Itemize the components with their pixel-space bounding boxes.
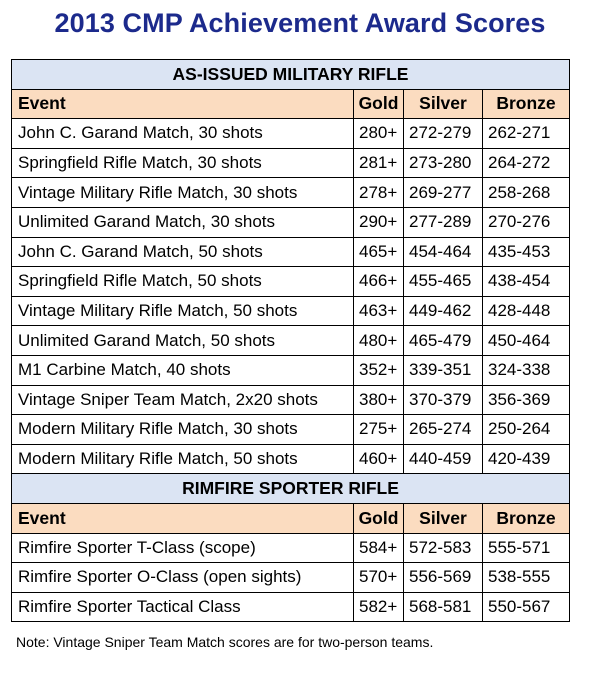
column-header-bronze: Bronze: [483, 89, 570, 119]
column-header-bronze: Bronze: [483, 503, 570, 533]
silver-score-cell: 370-379: [404, 385, 483, 415]
bronze-score-cell: 550-567: [483, 592, 570, 622]
event-name-cell: Vintage Military Rifle Match, 50 shots: [12, 296, 354, 326]
table-row: [12, 119, 570, 149]
event-name-cell: Modern Military Rifle Match, 30 shots: [12, 415, 354, 445]
silver-score-cell: 277-289: [404, 207, 483, 237]
silver-score-cell: 455-465: [404, 267, 483, 297]
silver-score-cell: 449-462: [404, 296, 483, 326]
gold-score-cell: 463+: [354, 296, 404, 326]
bronze-score-cell: 324-338: [483, 355, 570, 385]
bronze-score-cell: 356-369: [483, 385, 570, 415]
gold-score-cell: 570+: [354, 563, 404, 593]
silver-score-cell: 273-280: [404, 148, 483, 178]
table-row: [12, 592, 570, 622]
silver-score-cell: 339-351: [404, 355, 483, 385]
section-heading: AS-ISSUED MILITARY RIFLE: [12, 60, 570, 90]
award-scores-table-body: [12, 60, 570, 622]
silver-score-cell: 465-479: [404, 326, 483, 356]
silver-score-cell: 568-581: [404, 592, 483, 622]
silver-score-cell: 454-464: [404, 237, 483, 267]
table-row: [12, 267, 570, 297]
column-header-gold: Gold: [354, 89, 404, 119]
section-heading-row: [12, 474, 570, 504]
silver-score-cell: 269-277: [404, 178, 483, 208]
event-name-cell: John C. Garand Match, 30 shots: [12, 119, 354, 149]
bronze-score-cell: 420-439: [483, 444, 570, 474]
column-header-silver: Silver: [404, 503, 483, 533]
event-name-cell: M1 Carbine Match, 40 shots: [12, 355, 354, 385]
gold-score-cell: 480+: [354, 326, 404, 356]
column-header-silver: Silver: [404, 89, 483, 119]
gold-score-cell: 584+: [354, 533, 404, 563]
table-row: [12, 444, 570, 474]
bronze-score-cell: 258-268: [483, 178, 570, 208]
bronze-score-cell: 450-464: [483, 326, 570, 356]
silver-score-cell: 556-569: [404, 563, 483, 593]
bronze-score-cell: 250-264: [483, 415, 570, 445]
table-row: [12, 533, 570, 563]
event-name-cell: Springfield Rifle Match, 30 shots: [12, 148, 354, 178]
table-row: [12, 385, 570, 415]
silver-score-cell: 572-583: [404, 533, 483, 563]
column-header-event: Event: [12, 89, 354, 119]
gold-score-cell: 278+: [354, 178, 404, 208]
bronze-score-cell: 262-271: [483, 119, 570, 149]
column-header-event: Event: [12, 503, 354, 533]
event-name-cell: Vintage Sniper Team Match, 2x20 shots: [12, 385, 354, 415]
bronze-score-cell: 538-555: [483, 563, 570, 593]
event-name-cell: Springfield Rifle Match, 50 shots: [12, 267, 354, 297]
award-scores-table: [11, 59, 570, 622]
event-name-cell: Vintage Military Rifle Match, 30 shots: [12, 178, 354, 208]
table-row: [12, 296, 570, 326]
bronze-score-cell: 438-454: [483, 267, 570, 297]
table-row: [12, 355, 570, 385]
bronze-score-cell: 270-276: [483, 207, 570, 237]
event-name-cell: Unlimited Garand Match, 30 shots: [12, 207, 354, 237]
gold-score-cell: 466+: [354, 267, 404, 297]
silver-score-cell: 265-274: [404, 415, 483, 445]
table-row: [12, 237, 570, 267]
event-name-cell: Unlimited Garand Match, 50 shots: [12, 326, 354, 356]
section-heading: RIMFIRE SPORTER RIFLE: [12, 474, 570, 504]
table-row: [12, 207, 570, 237]
table-row: [12, 415, 570, 445]
bronze-score-cell: 555-571: [483, 533, 570, 563]
event-name-cell: Rimfire Sporter O-Class (open sights): [12, 563, 354, 593]
gold-score-cell: 380+: [354, 385, 404, 415]
gold-score-cell: 290+: [354, 207, 404, 237]
bronze-score-cell: 264-272: [483, 148, 570, 178]
gold-score-cell: 280+: [354, 119, 404, 149]
table-row: [12, 563, 570, 593]
bronze-score-cell: 435-453: [483, 237, 570, 267]
event-name-cell: Rimfire Sporter T-Class (scope): [12, 533, 354, 563]
event-name-cell: John C. Garand Match, 50 shots: [12, 237, 354, 267]
table-row: [12, 178, 570, 208]
column-header-row: [12, 503, 570, 533]
table-row: [12, 148, 570, 178]
column-header-gold: Gold: [354, 503, 404, 533]
silver-score-cell: 272-279: [404, 119, 483, 149]
gold-score-cell: 465+: [354, 237, 404, 267]
column-header-row: [12, 89, 570, 119]
page-title: 2013 CMP Achievement Award Scores: [54, 8, 546, 38]
bronze-score-cell: 428-448: [483, 296, 570, 326]
event-name-cell: Rimfire Sporter Tactical Class: [12, 592, 354, 622]
section-heading-row: [12, 60, 570, 90]
gold-score-cell: 352+: [354, 355, 404, 385]
gold-score-cell: 281+: [354, 148, 404, 178]
gold-score-cell: 275+: [354, 415, 404, 445]
gold-score-cell: 582+: [354, 592, 404, 622]
gold-score-cell: 460+: [354, 444, 404, 474]
event-name-cell: Modern Military Rifle Match, 50 shots: [12, 444, 354, 474]
footnote: Note: Vintage Sniper Team Match scores are for two-person teams.: [16, 634, 434, 650]
silver-score-cell: 440-459: [404, 444, 483, 474]
table-row: [12, 326, 570, 356]
